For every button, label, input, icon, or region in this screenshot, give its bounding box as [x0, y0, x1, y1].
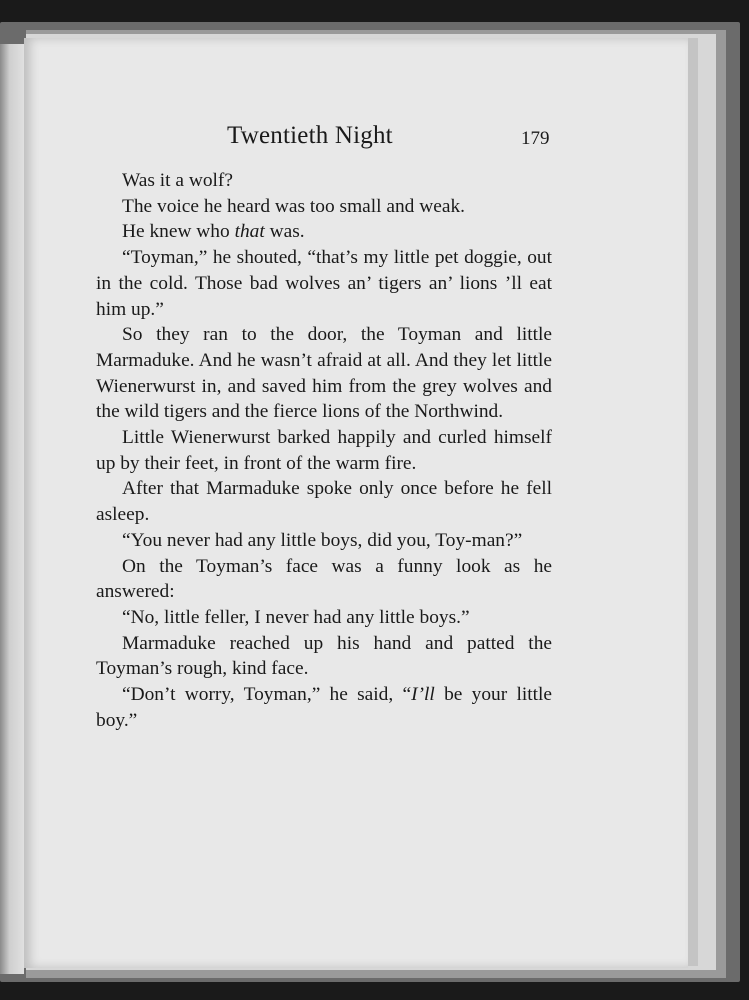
body-text: [96, 168, 552, 733]
paragraph: [96, 682, 552, 733]
paragraph: After that Marmaduke spoke only once before he fell asleep.: [96, 478, 552, 526]
emphasis-text: that: [234, 221, 265, 243]
paragraph: “You never had any little boys, did you, Toy-man?”: [122, 529, 523, 551]
paragraph: Little Wienerwurst barked happily and curled himself up by their feet, in front of the warm fire.: [96, 427, 552, 474]
page-header: [24, 122, 688, 154]
paragraph: “No, little feller, I never had any little boys.”: [122, 606, 470, 628]
emphasis-text: I’ll: [411, 684, 435, 706]
previous-page-gutter: [0, 44, 24, 974]
paragraph-text: was.: [264, 221, 305, 243]
paragraph: “Toyman,” he shouted, “that’s my little pet doggie, out in the cold. Those bad wolves an’ tigers an’ lions ’ll eat him up.”: [96, 247, 552, 320]
running-title: Twentieth Night: [227, 122, 393, 149]
paragraph-text: He knew who: [122, 221, 235, 243]
paragraph: The voice he heard was too small and weak.: [122, 195, 465, 217]
paragraph-text: be your little boy.”: [96, 684, 552, 731]
paragraph: [96, 219, 552, 245]
paragraph-text: “Don’t worry, Toyman,” he said, “: [122, 684, 412, 706]
paragraph: Was it a wolf?: [122, 170, 233, 191]
paragraph: So they ran to the door, the Toyman and little Marmaduke. And he wasn’t afraid at all. And they let little Wienerwurst in, and saved him from the grey wolves and the wild tigers and the fierce lions of the Northwind.: [96, 324, 552, 423]
page-number: 179: [521, 128, 550, 149]
paragraph: Marmaduke reached up his hand and patted the Toyman’s rough, kind face.: [96, 632, 552, 680]
book-page: [24, 38, 688, 968]
paragraph: On the Toyman’s face was a funny look as he answered:: [96, 555, 552, 603]
